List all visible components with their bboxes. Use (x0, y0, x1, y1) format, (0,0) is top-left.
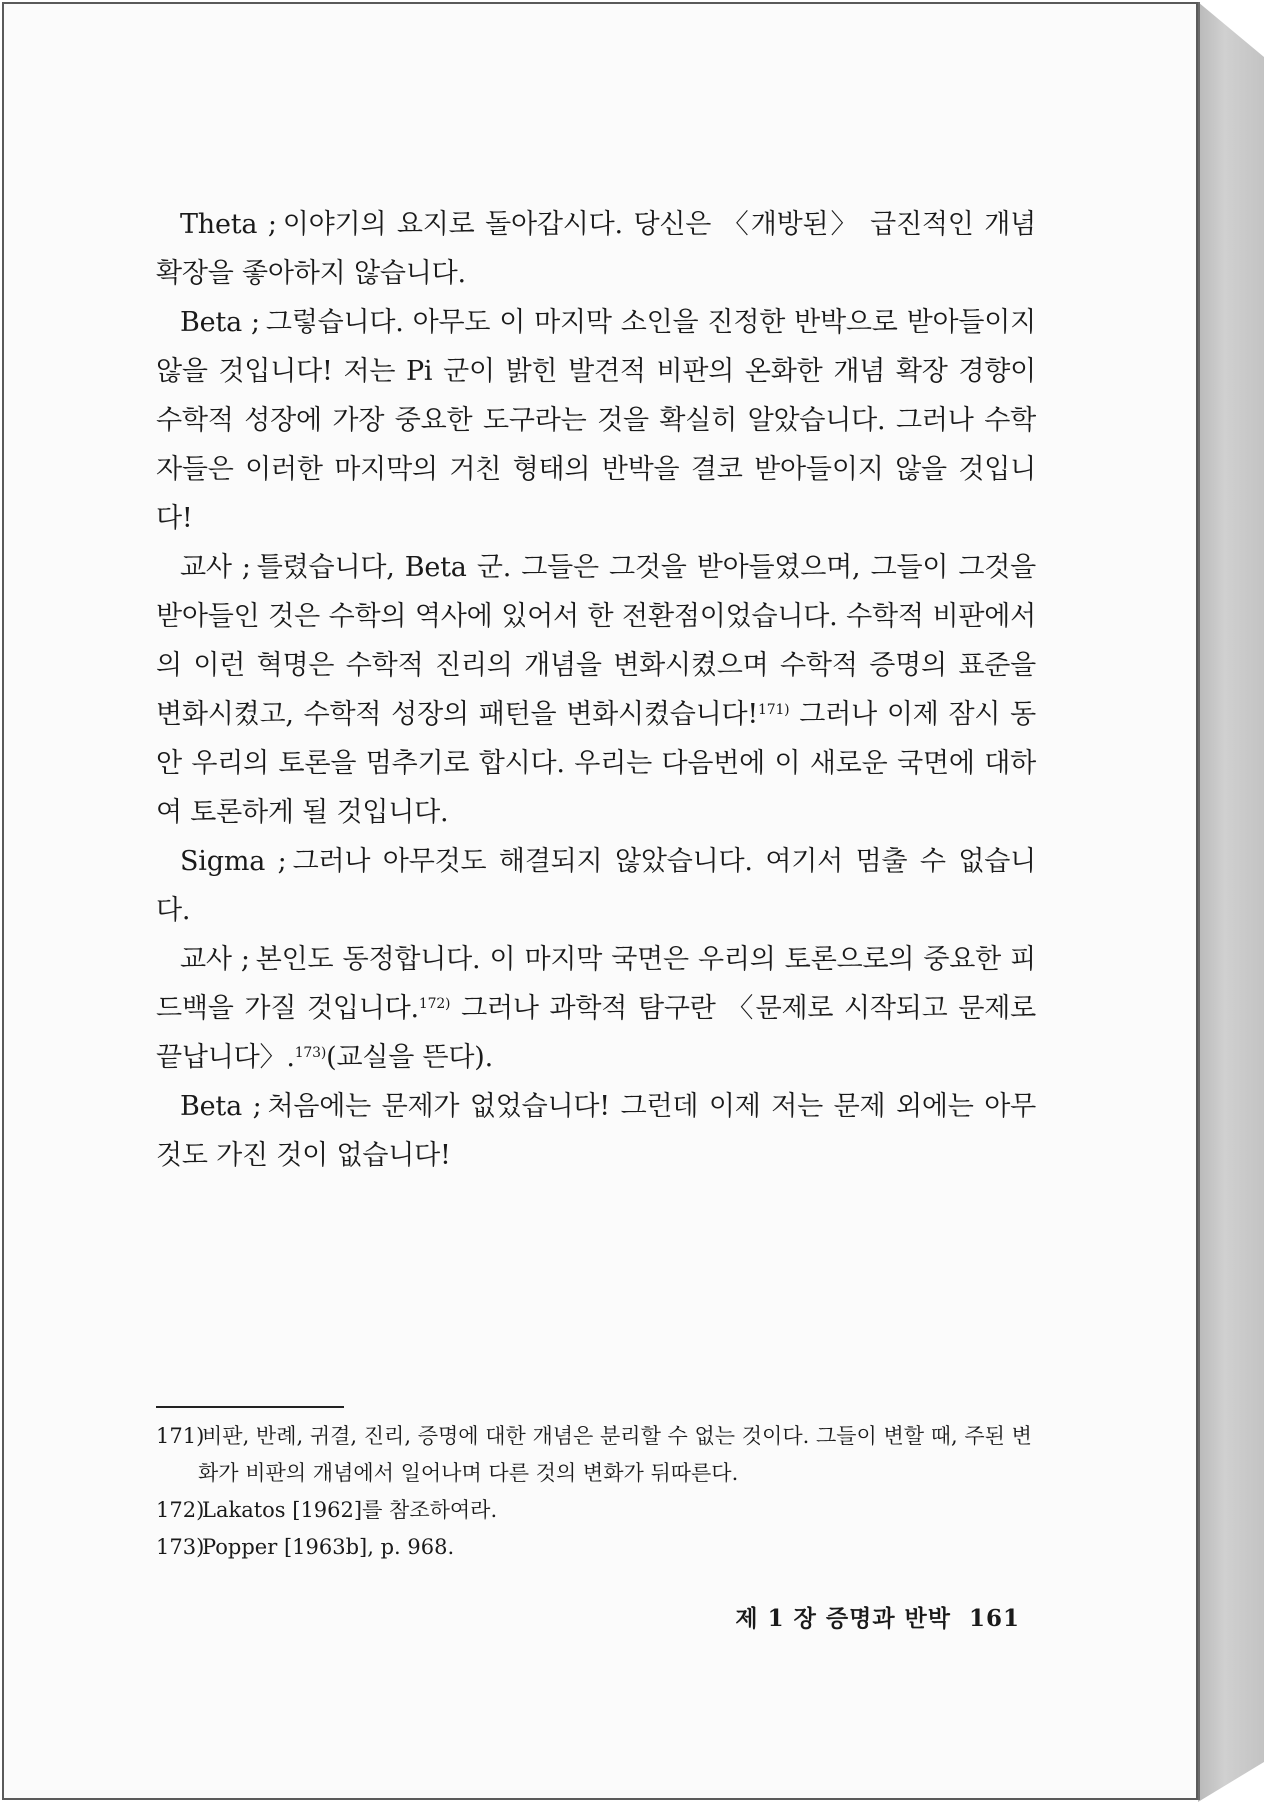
paragraph-sigma (156, 837, 1036, 935)
running-footer (720, 1600, 1020, 1633)
footnote-ref-172: 172) (418, 996, 451, 1012)
page-edge-line (1198, 2, 1200, 1800)
paragraph-text: 그러나 아무것도 해결되지 않았습니다. 여기서 멈출 수 없습니다. (156, 846, 1037, 926)
footnote-number: 171) (156, 1424, 205, 1448)
paragraph-text-tail: 그러나 과학적 탐구란 〈문제로 시작되고 문제로 끝납니다〉. (156, 993, 1036, 1073)
paragraph-text: 그렇습니다. 아무도 이 마지막 소인을 진정한 반박으로 받아들이지 않을 것입니다! 저는 Pi 군이 밝힌 발견적 비판의 온화한 개념 확장 경향이 수학적 성장에 가장 중요한 도구라는 것을 확실히 알았습니다. 그러나 수학자들은 이러한 마지막의 거친 형태의 반박을 결코 받아들이지 않을 것입니다! (156, 307, 1036, 534)
chapter-title: 제 1 장 증명과 반박 (735, 1605, 951, 1632)
speaker-label: Beta ; (180, 1091, 262, 1122)
footnote-ref-171: 171) (758, 702, 790, 718)
footnote-number: 173) (156, 1535, 205, 1559)
speaker-label: Theta ; (180, 209, 277, 240)
speaker-label: Sigma ; (180, 846, 287, 877)
page-edge-shadow (1198, 2, 1264, 1802)
footnote-173 (156, 1529, 1036, 1566)
page-number: 161 (968, 1605, 1020, 1632)
paragraph-text-tail: 그러나 이제 잠시 동안 우리의 토론을 멈추기로 합시다. 우리는 다음번에 이 새로운 국면에 대하여 토론하게 될 것입니다. (156, 699, 1036, 828)
footnote-172 (156, 1492, 1036, 1529)
paragraph-text: 처음에는 문제가 없었습니다! 그런데 이제 저는 문제 외에는 아무것도 가진 것이 없습니다! (156, 1091, 1036, 1171)
body-text (156, 200, 1036, 1180)
footnote-171 (156, 1418, 1036, 1492)
paragraph-theta (156, 200, 1036, 298)
footnotes (156, 1418, 1036, 1566)
footnote-text: 비판, 반례, 귀결, 진리, 증명에 대한 개념은 분리할 수 없는 것이다. 그들이 변할 때, 주된 변화가 비판의 개념에서 일어나며 다른 것의 변화가 뒤따른다. (198, 1424, 1032, 1485)
paragraph-teacher-1 (156, 543, 1036, 837)
speaker-label: 교사 ; (180, 552, 251, 583)
paragraph-beta-1 (156, 298, 1036, 543)
paragraph-text: 본인도 동정합니다. 이 마지막 국면은 우리의 토론으로의 중요한 피드백을 가질 것입니다. (156, 944, 1036, 1024)
paragraph-text: 틀렸습니다, Beta 군. 그들은 그것을 받아들였으며, 그들이 그것을 받아들인 것은 수학의 역사에 있어서 한 전환점이었습니다. 수학적 비판에서의 이런 혁명은 수학적 진리의 개념을 변화시켰으며 수학적 증명의 표준을 변화시켰고, 수학적 성장의 패턴을 변화시켰습니다! (156, 552, 1036, 730)
speaker-label: 교사 ; (180, 944, 250, 975)
footnote-text: Lakatos [1962]를 참조하여라. (202, 1498, 498, 1522)
footnote-number: 172) (156, 1498, 205, 1522)
speaker-label: Beta ; (180, 307, 260, 338)
footnote-ref-173: 173) (294, 1045, 327, 1061)
paragraph-beta-2 (156, 1082, 1036, 1180)
footnote-divider (156, 1406, 344, 1408)
paragraph-teacher-2 (156, 935, 1036, 1082)
footnote-text: Popper [1963b], p. 968. (202, 1535, 455, 1559)
paragraph-text-tail-2: (교실을 뜬다). (326, 1042, 493, 1073)
paragraph-text: 이야기의 요지로 돌아갑시다. 당신은 〈개방된〉 급진적인 개념 확장을 좋아하지 않습니다. (156, 209, 1036, 289)
